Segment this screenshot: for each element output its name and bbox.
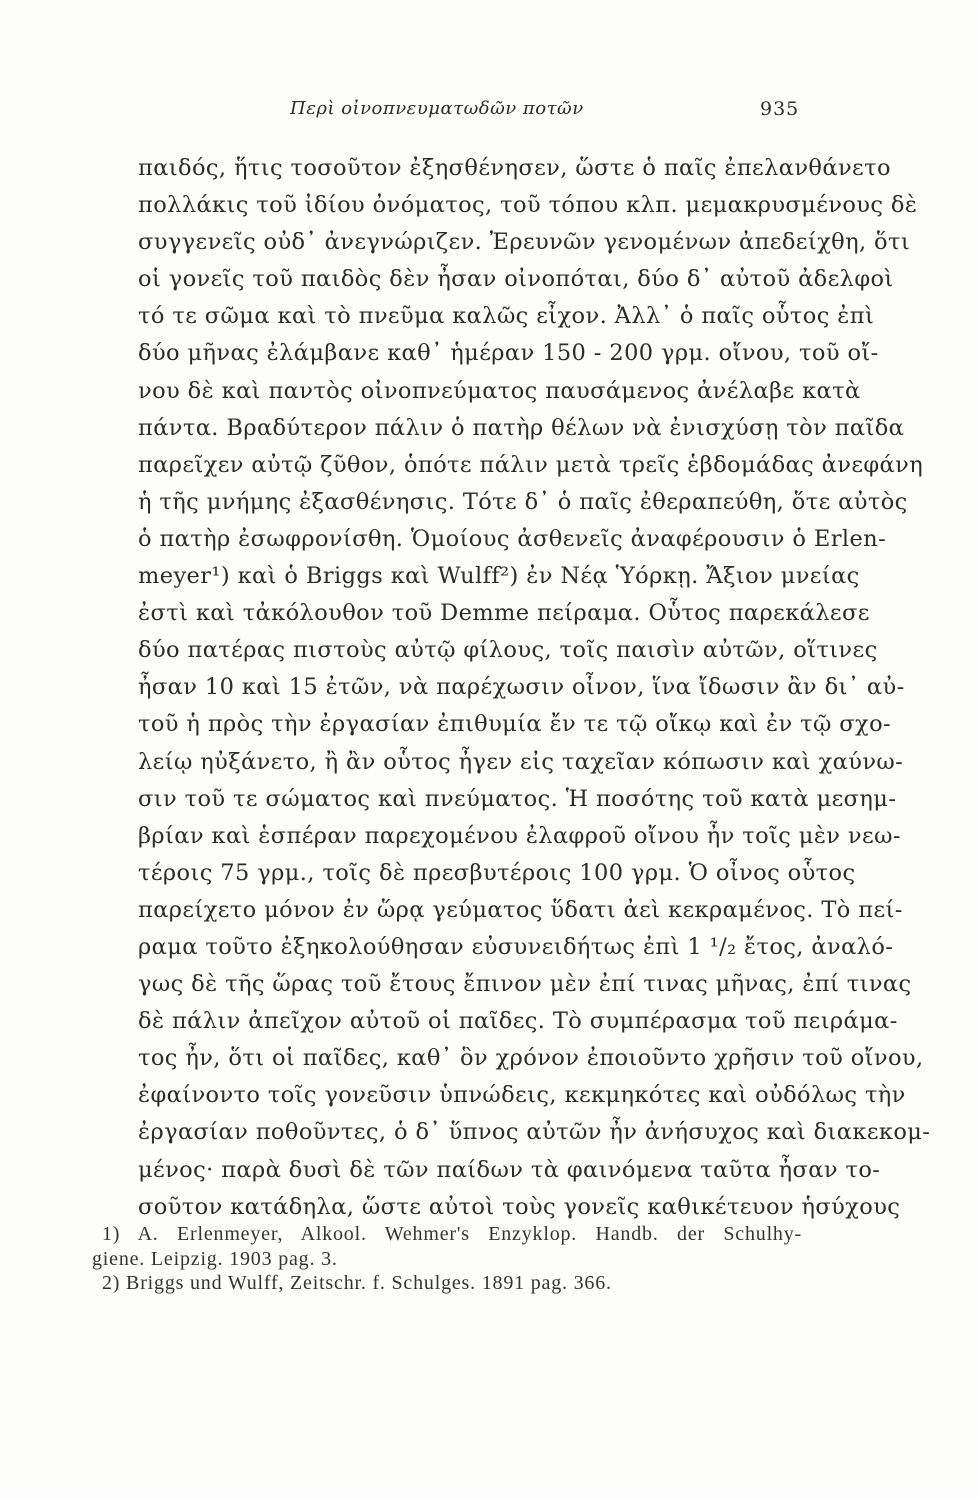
text-line: πάντα. Βραδύτερον πάλιν ὁ πατὴρ θέλων νὰ ἐνισχύσῃ τὸν παῖδα xyxy=(138,414,905,441)
text-line: γως δὲ τῆς ὥρας τοῦ ἔτους ἔπινον μὲν ἐπί τινας μῆνας, ἐπί τινας xyxy=(138,971,912,998)
text-line: ἐργασίαν ποθοῦντες, ὁ δ᾽ ὕπνος αὐτῶν ἦν ἀνήσυχος καὶ διακεκομ- xyxy=(138,1119,931,1146)
text-line: πολλάκις τοῦ ἰδίου ὀνόματος, τοῦ τόπου κλπ. μεμακρυσμένους δὲ xyxy=(138,192,918,219)
text-line: παρείχετο μόνον ἐν ὥρᾳ γεύματος ὕδατι ἀεὶ κεκραμένος. Τὸ πεί- xyxy=(138,896,903,923)
text-line: ραμα τοῦτο ἐξηκολούθησαν εὐσυνειδήτως ἐπὶ 1 ¹/₂ ἔτος, ἀναλό- xyxy=(138,933,894,960)
text-line: ὁ πατὴρ ἐσωφρονίσθη. Ὁμοίους ἀσθενεῖς ἀναφέρουσιν ὁ Erlen- xyxy=(138,525,887,552)
text-line: τος ἦν, ὅτι οἱ παῖδες, καθ᾽ ὃν χρόνον ἐποιοῦντο χρῆσιν τοῦ οἴνου, xyxy=(138,1045,924,1072)
text-line: ἐστὶ καὶ τἀκόλουθον τοῦ Demme πείραμα. Οὗτος παρεκάλεσε xyxy=(138,600,870,627)
text-line: οἱ γονεῖς τοῦ παιδὸς δὲν ἦσαν οἰνοπόται, δύο δ᾽ αὐτοῦ ἀδελφοὶ xyxy=(138,266,894,293)
footnote-1-line-1: 1) A. Erlenmeyer, Alkool. Wehmer's Enzyklop. Handb. der Schulhy- xyxy=(102,1223,802,1245)
running-title: Περὶ οἰνοπνευματωδῶν ποτῶν xyxy=(290,98,584,119)
text-line: meyer¹) καὶ ὁ Briggs καὶ Wulff²) ἐν Νέᾳ Ὑόρκῃ. Ἄξιον μνείας xyxy=(138,563,860,590)
text-line: ἦσαν 10 καὶ 15 ἐτῶν, νὰ παρέχωσιν οἶνον, ἵνα ἴδωσιν ἂν δι᾽ αὐ- xyxy=(138,674,905,701)
running-head xyxy=(0,98,979,128)
text-line: σοῦτον κατάδηλα, ὥστε αὐτοὶ τοὺς γονεῖς καθικέτευον ἡσύχους xyxy=(138,1193,901,1220)
footnote-1-line-2: giene. Leipzig. 1903 pag. 3. xyxy=(92,1247,338,1270)
text-line: σιν τοῦ τε σώματος καὶ πνεύματος. Ἡ ποσότης τοῦ κατὰ μεσημ- xyxy=(138,785,897,812)
text-line: δὲ πάλιν ἀπεῖχον αὐτοῦ οἱ παῖδες. Τὸ συμπέρασμα τοῦ πειράμα- xyxy=(138,1008,898,1035)
text-line: νου δὲ καὶ παντὸς οἰνοπνεύματος παυσάμενος ἀνέλαβε κατὰ xyxy=(138,377,861,404)
text-line: μένος· παρὰ δυσὶ δὲ τῶν παίδων τὰ φαινόμενα ταῦτα ἦσαν το- xyxy=(138,1156,881,1183)
text-line: συγγενεῖς οὐδ᾽ ἀνεγνώριζεν. Ἐρευνῶν γενομένων ἀπεδείχθη, ὅτι xyxy=(138,229,911,256)
text-line: ἡ τῆς μνήμης ἐξασθένησις. Τότε δ᾽ ὁ παῖς ἐθεραπεύθη, ὅτε αὐτὸς xyxy=(138,488,908,515)
body-text xyxy=(138,150,931,1226)
text-line: βρίαν καὶ ἑσπέραν παρεχομένου ἐλαφροῦ οἴνου ἦν τοῖς μὲν νεω- xyxy=(138,822,901,849)
footnote-2: 2) Briggs und Wulff, Zeitschr. f. Schulges. 1891 pag. 366. xyxy=(102,1272,612,1294)
text-line: τό τε σῶμα καὶ τὸ πνεῦμα καλῶς εἶχον. Ἀλλ᾽ ὁ παῖς οὗτος ἐπὶ xyxy=(138,303,875,330)
text-line: δύο μῆνας ἐλάμβανε καθ᾽ ἡμέραν 150 - 200 γρμ. οἴνου, τοῦ οἴ- xyxy=(138,340,879,367)
text-line: λείῳ ηὐξάνετο, ἢ ἂν οὗτος ἦγεν εἰς ταχεῖαν κόπωσιν καὶ χαύνω- xyxy=(138,748,904,775)
text-line: παιδός, ἥτις τοσοῦτον ἐξησθένησεν, ὥστε ὁ παῖς ἐπελανθάνετο xyxy=(138,155,891,181)
text-line: δύο πατέρας πιστοὺς αὐτῷ φίλους, τοῖς παισὶν αὐτῶν, οἵτινες xyxy=(138,637,878,664)
text-line: τέροις 75 γρμ., τοῖς δὲ πρεσβυτέροις 100 γρμ. Ὁ οἶνος οὗτος xyxy=(138,859,856,886)
text-line: ἐφαίνοντο τοῖς γονεῦσιν ὑπνώδεις, κεκμηκότες καὶ οὐδόλως τὴν xyxy=(138,1082,906,1109)
text-line: τοῦ ἡ πρὸς τὴν ἐργασίαν ἐπιθυμία ἔν τε τῷ οἴκῳ καὶ ἐν τῷ σχο- xyxy=(138,711,892,738)
page-number: 935 xyxy=(760,98,800,120)
text-line: παρεῖχεν αὐτῷ ζῦθον, ὁπότε πάλιν μετὰ τρεῖς ἑβδομάδας ἀνεφάνη xyxy=(138,451,924,478)
footnotes xyxy=(92,1222,802,1296)
